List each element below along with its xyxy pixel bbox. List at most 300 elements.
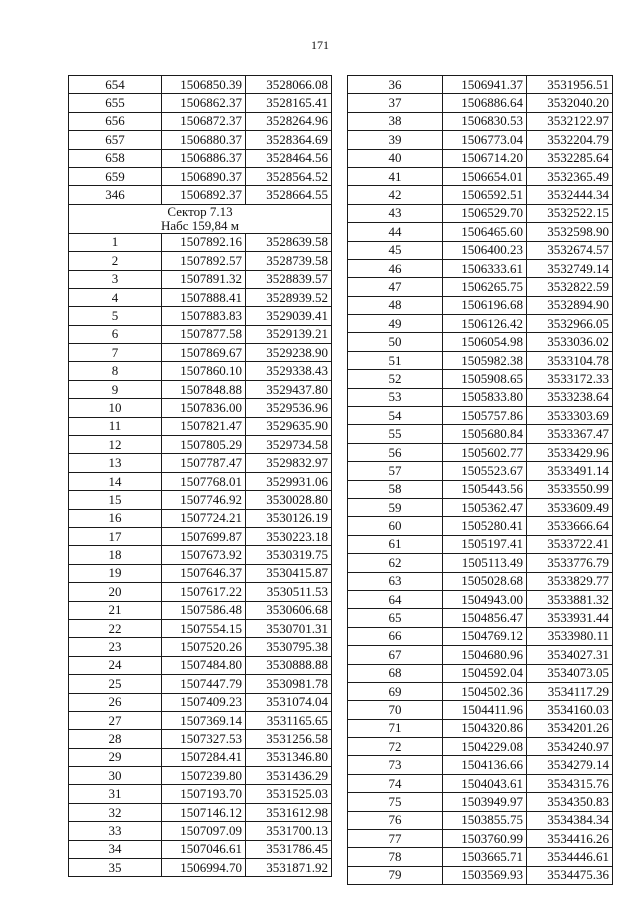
y-coordinate-cell: 3530415.87 bbox=[246, 564, 332, 582]
point-number-cell: 60 bbox=[348, 517, 443, 535]
x-coordinate-cell: 1506529.70 bbox=[443, 204, 527, 222]
x-coordinate-cell: 1507327.53 bbox=[162, 730, 246, 748]
point-number-cell: 8 bbox=[69, 362, 162, 380]
x-coordinate-cell: 1507520.26 bbox=[162, 638, 246, 656]
x-coordinate-cell: 1505280.41 bbox=[443, 517, 527, 535]
point-number-cell: 23 bbox=[69, 638, 162, 656]
point-number-cell: 346 bbox=[69, 186, 162, 204]
point-number-cell: 37 bbox=[348, 94, 443, 112]
table-row bbox=[69, 656, 332, 674]
table-row bbox=[348, 682, 613, 700]
table-row bbox=[69, 840, 332, 858]
x-coordinate-cell: 1507193.70 bbox=[162, 785, 246, 803]
point-number-cell: 36 bbox=[348, 76, 443, 94]
x-coordinate-cell: 1506872.37 bbox=[162, 112, 246, 130]
y-coordinate-cell: 3529338.43 bbox=[246, 362, 332, 380]
point-number-cell: 25 bbox=[69, 675, 162, 693]
x-coordinate-cell: 1503665.71 bbox=[443, 848, 527, 866]
table-row bbox=[348, 738, 613, 756]
point-number-cell: 32 bbox=[69, 803, 162, 821]
y-coordinate-cell: 3533550.99 bbox=[527, 480, 613, 498]
table-row bbox=[69, 94, 332, 112]
table-row bbox=[69, 711, 332, 729]
table-row bbox=[69, 546, 332, 564]
point-number-cell: 6 bbox=[69, 325, 162, 343]
y-coordinate-cell: 3528066.08 bbox=[246, 76, 332, 94]
table-row bbox=[69, 380, 332, 398]
section-header-group bbox=[69, 204, 332, 233]
table-row bbox=[348, 830, 613, 848]
y-coordinate-cell: 3530223.18 bbox=[246, 527, 332, 545]
point-number-cell: 55 bbox=[348, 425, 443, 443]
point-number-cell: 58 bbox=[348, 480, 443, 498]
y-coordinate-cell: 3529832.97 bbox=[246, 454, 332, 472]
x-coordinate-cell: 1507046.61 bbox=[162, 840, 246, 858]
point-number-cell: 70 bbox=[348, 701, 443, 719]
y-coordinate-cell: 3529139.21 bbox=[246, 325, 332, 343]
x-coordinate-cell: 1504856.47 bbox=[443, 609, 527, 627]
y-coordinate-cell: 3528739.58 bbox=[246, 252, 332, 270]
table-row bbox=[69, 131, 332, 149]
y-coordinate-cell: 3534160.03 bbox=[527, 701, 613, 719]
table-row bbox=[348, 315, 613, 333]
table-row bbox=[69, 803, 332, 821]
point-number-cell: 24 bbox=[69, 656, 162, 674]
x-coordinate-cell: 1505908.65 bbox=[443, 370, 527, 388]
y-coordinate-cell: 3530606.68 bbox=[246, 601, 332, 619]
x-coordinate-cell: 1507768.01 bbox=[162, 472, 246, 490]
table-row bbox=[348, 370, 613, 388]
y-coordinate-cell: 3531786.45 bbox=[246, 840, 332, 858]
point-number-cell: 20 bbox=[69, 583, 162, 601]
x-coordinate-cell: 1506941.37 bbox=[443, 76, 527, 94]
table-row bbox=[348, 590, 613, 608]
point-number-cell: 59 bbox=[348, 498, 443, 516]
x-coordinate-cell: 1504411.96 bbox=[443, 701, 527, 719]
y-coordinate-cell: 3533036.02 bbox=[527, 333, 613, 351]
point-number-cell: 35 bbox=[69, 859, 162, 877]
table-row bbox=[69, 822, 332, 840]
x-coordinate-cell: 1506265.75 bbox=[443, 278, 527, 296]
point-number-cell: 28 bbox=[69, 730, 162, 748]
table-row bbox=[69, 675, 332, 693]
table-row bbox=[69, 564, 332, 582]
x-coordinate-cell: 1506054.98 bbox=[443, 333, 527, 351]
point-number-cell: 43 bbox=[348, 204, 443, 222]
y-coordinate-cell: 3534350.83 bbox=[527, 793, 613, 811]
x-coordinate-cell: 1507787.47 bbox=[162, 454, 246, 472]
point-number-cell: 22 bbox=[69, 619, 162, 637]
x-coordinate-cell: 1507877.58 bbox=[162, 325, 246, 343]
x-coordinate-cell: 1505680.84 bbox=[443, 425, 527, 443]
point-number-cell: 654 bbox=[69, 76, 162, 94]
x-coordinate-cell: 1505523.67 bbox=[443, 462, 527, 480]
x-coordinate-cell: 1507805.29 bbox=[162, 436, 246, 454]
y-coordinate-cell: 3534475.36 bbox=[527, 866, 613, 884]
point-number-cell: 49 bbox=[348, 315, 443, 333]
x-coordinate-cell: 1504043.61 bbox=[443, 774, 527, 792]
point-number-cell: 3 bbox=[69, 270, 162, 288]
table-row bbox=[348, 131, 613, 149]
table-row bbox=[348, 407, 613, 425]
point-number-cell: 21 bbox=[69, 601, 162, 619]
table-row bbox=[348, 462, 613, 480]
y-coordinate-cell: 3533931.44 bbox=[527, 609, 613, 627]
point-number-cell: 38 bbox=[348, 112, 443, 130]
table-row bbox=[348, 719, 613, 737]
y-coordinate-cell: 3534279.14 bbox=[527, 756, 613, 774]
x-coordinate-cell: 1505602.77 bbox=[443, 443, 527, 461]
x-coordinate-cell: 1505443.56 bbox=[443, 480, 527, 498]
table-row bbox=[348, 609, 613, 627]
x-coordinate-cell: 1507554.15 bbox=[162, 619, 246, 637]
page-number: 171 bbox=[311, 38, 329, 52]
x-coordinate-cell: 1506333.61 bbox=[443, 259, 527, 277]
point-number-cell: 16 bbox=[69, 509, 162, 527]
point-number-cell: 45 bbox=[348, 241, 443, 259]
point-number-cell: 5 bbox=[69, 307, 162, 325]
y-coordinate-cell: 3532522.15 bbox=[527, 204, 613, 222]
table-row bbox=[348, 278, 613, 296]
point-number-cell: 74 bbox=[348, 774, 443, 792]
table-row bbox=[69, 307, 332, 325]
x-coordinate-cell: 1506465.60 bbox=[443, 223, 527, 241]
y-coordinate-cell: 3532444.34 bbox=[527, 186, 613, 204]
y-coordinate-cell: 3531612.98 bbox=[246, 803, 332, 821]
point-number-cell: 657 bbox=[69, 131, 162, 149]
table-row bbox=[348, 774, 613, 792]
point-number-cell: 72 bbox=[348, 738, 443, 756]
point-number-cell: 658 bbox=[69, 149, 162, 167]
table-row bbox=[348, 167, 613, 185]
point-number-cell: 9 bbox=[69, 380, 162, 398]
y-coordinate-cell: 3529536.96 bbox=[246, 399, 332, 417]
y-coordinate-cell: 3531256.58 bbox=[246, 730, 332, 748]
y-coordinate-cell: 3531074.04 bbox=[246, 693, 332, 711]
y-coordinate-cell: 3530701.31 bbox=[246, 619, 332, 637]
point-number-cell: 33 bbox=[69, 822, 162, 840]
table-row bbox=[69, 76, 332, 94]
x-coordinate-cell: 1506892.37 bbox=[162, 186, 246, 204]
x-coordinate-cell: 1507369.14 bbox=[162, 711, 246, 729]
coordinates-table-right bbox=[347, 75, 613, 885]
table-row bbox=[69, 638, 332, 656]
table-row bbox=[348, 241, 613, 259]
table-row bbox=[69, 454, 332, 472]
table-row bbox=[348, 498, 613, 516]
y-coordinate-cell: 3533980.11 bbox=[527, 627, 613, 645]
x-coordinate-cell: 1503569.93 bbox=[443, 866, 527, 884]
y-coordinate-cell: 3528165.41 bbox=[246, 94, 332, 112]
x-coordinate-cell: 1507646.37 bbox=[162, 564, 246, 582]
point-number-cell: 19 bbox=[69, 564, 162, 582]
point-number-cell: 39 bbox=[348, 131, 443, 149]
table-row bbox=[69, 693, 332, 711]
table-row bbox=[69, 436, 332, 454]
x-coordinate-cell: 1506654.01 bbox=[443, 167, 527, 185]
y-coordinate-cell: 3533303.69 bbox=[527, 407, 613, 425]
point-number-cell: 75 bbox=[348, 793, 443, 811]
table-row bbox=[348, 811, 613, 829]
table-row bbox=[348, 554, 613, 572]
point-number-cell: 40 bbox=[348, 149, 443, 167]
x-coordinate-cell: 1506196.68 bbox=[443, 296, 527, 314]
table-row bbox=[69, 167, 332, 185]
table-row bbox=[69, 344, 332, 362]
table-row bbox=[69, 767, 332, 785]
table-row bbox=[69, 149, 332, 167]
point-number-cell: 53 bbox=[348, 388, 443, 406]
table-row bbox=[348, 756, 613, 774]
point-number-cell: 10 bbox=[69, 399, 162, 417]
x-coordinate-cell: 1507447.79 bbox=[162, 675, 246, 693]
x-coordinate-cell: 1507891.32 bbox=[162, 270, 246, 288]
y-coordinate-cell: 3534201.26 bbox=[527, 719, 613, 737]
table-row bbox=[348, 572, 613, 590]
table-row bbox=[69, 619, 332, 637]
x-coordinate-cell: 1506886.37 bbox=[162, 149, 246, 167]
point-number-cell: 1 bbox=[69, 233, 162, 251]
x-coordinate-cell: 1507673.92 bbox=[162, 546, 246, 564]
table-row bbox=[348, 646, 613, 664]
point-number-cell: 71 bbox=[348, 719, 443, 737]
y-coordinate-cell: 3533881.32 bbox=[527, 590, 613, 608]
table-row bbox=[348, 149, 613, 167]
point-number-cell: 655 bbox=[69, 94, 162, 112]
table-row bbox=[348, 223, 613, 241]
table-row bbox=[69, 417, 332, 435]
y-coordinate-cell: 3532822.59 bbox=[527, 278, 613, 296]
point-number-cell: 11 bbox=[69, 417, 162, 435]
x-coordinate-cell: 1505197.41 bbox=[443, 535, 527, 553]
x-coordinate-cell: 1505757.86 bbox=[443, 407, 527, 425]
x-coordinate-cell: 1504502.36 bbox=[443, 682, 527, 700]
point-number-cell: 64 bbox=[348, 590, 443, 608]
y-coordinate-cell: 3532122.97 bbox=[527, 112, 613, 130]
point-number-cell: 63 bbox=[348, 572, 443, 590]
x-coordinate-cell: 1507892.57 bbox=[162, 252, 246, 270]
section-subtitle: Набс 159,84 м bbox=[160, 217, 240, 233]
x-coordinate-cell: 1505113.49 bbox=[443, 554, 527, 572]
y-coordinate-cell: 3534416.26 bbox=[527, 830, 613, 848]
point-number-cell: 56 bbox=[348, 443, 443, 461]
table-row bbox=[69, 186, 332, 204]
x-coordinate-cell: 1503855.75 bbox=[443, 811, 527, 829]
x-coordinate-cell: 1506862.37 bbox=[162, 94, 246, 112]
x-coordinate-cell: 1506714.20 bbox=[443, 149, 527, 167]
point-number-cell: 51 bbox=[348, 351, 443, 369]
x-coordinate-cell: 1506890.37 bbox=[162, 167, 246, 185]
table-row bbox=[348, 204, 613, 222]
table-row bbox=[348, 388, 613, 406]
point-number-cell: 47 bbox=[348, 278, 443, 296]
y-coordinate-cell: 3530126.19 bbox=[246, 509, 332, 527]
table-row bbox=[348, 664, 613, 682]
x-coordinate-cell: 1507883.83 bbox=[162, 307, 246, 325]
x-coordinate-cell: 1505362.47 bbox=[443, 498, 527, 516]
y-coordinate-cell: 3530319.75 bbox=[246, 546, 332, 564]
y-coordinate-cell: 3529437.80 bbox=[246, 380, 332, 398]
section-title: Сектор 7.13 bbox=[167, 204, 233, 219]
y-coordinate-cell: 3533367.47 bbox=[527, 425, 613, 443]
point-number-cell: 18 bbox=[69, 546, 162, 564]
x-coordinate-cell: 1507284.41 bbox=[162, 748, 246, 766]
x-coordinate-cell: 1506126.42 bbox=[443, 315, 527, 333]
x-coordinate-cell: 1507860.10 bbox=[162, 362, 246, 380]
x-coordinate-cell: 1503760.99 bbox=[443, 830, 527, 848]
y-coordinate-cell: 3532204.79 bbox=[527, 131, 613, 149]
point-number-cell: 57 bbox=[348, 462, 443, 480]
y-coordinate-cell: 3528564.52 bbox=[246, 167, 332, 185]
table-row bbox=[69, 252, 332, 270]
point-number-cell: 69 bbox=[348, 682, 443, 700]
table-row bbox=[69, 362, 332, 380]
section-header bbox=[69, 204, 332, 233]
table-row bbox=[348, 480, 613, 498]
y-coordinate-cell: 3532749.14 bbox=[527, 259, 613, 277]
y-coordinate-cell: 3531525.03 bbox=[246, 785, 332, 803]
y-coordinate-cell: 3533172.33 bbox=[527, 370, 613, 388]
point-number-cell: 26 bbox=[69, 693, 162, 711]
x-coordinate-cell: 1507409.23 bbox=[162, 693, 246, 711]
point-number-cell: 656 bbox=[69, 112, 162, 130]
point-number-cell: 13 bbox=[69, 454, 162, 472]
section-header-row bbox=[69, 204, 332, 233]
y-coordinate-cell: 3531700.13 bbox=[246, 822, 332, 840]
point-number-cell: 29 bbox=[69, 748, 162, 766]
table-row bbox=[69, 325, 332, 343]
table-row bbox=[348, 333, 613, 351]
x-coordinate-cell: 1506880.37 bbox=[162, 131, 246, 149]
point-number-cell: 62 bbox=[348, 554, 443, 572]
x-coordinate-cell: 1507836.00 bbox=[162, 399, 246, 417]
y-coordinate-cell: 3533829.77 bbox=[527, 572, 613, 590]
x-coordinate-cell: 1507699.87 bbox=[162, 527, 246, 545]
y-coordinate-cell: 3528264.96 bbox=[246, 112, 332, 130]
x-coordinate-cell: 1507892.16 bbox=[162, 233, 246, 251]
x-coordinate-cell: 1506886.64 bbox=[443, 94, 527, 112]
x-coordinate-cell: 1506850.39 bbox=[162, 76, 246, 94]
table-row bbox=[69, 270, 332, 288]
x-coordinate-cell: 1507239.80 bbox=[162, 767, 246, 785]
table-row bbox=[69, 601, 332, 619]
y-coordinate-cell: 3532285.64 bbox=[527, 149, 613, 167]
table-row bbox=[348, 793, 613, 811]
y-coordinate-cell: 3532674.57 bbox=[527, 241, 613, 259]
table-row bbox=[348, 425, 613, 443]
x-coordinate-cell: 1507146.12 bbox=[162, 803, 246, 821]
y-coordinate-cell: 3529931.06 bbox=[246, 472, 332, 490]
point-number-cell: 76 bbox=[348, 811, 443, 829]
x-coordinate-cell: 1505833.80 bbox=[443, 388, 527, 406]
x-coordinate-cell: 1504680.96 bbox=[443, 646, 527, 664]
y-coordinate-cell: 3533238.64 bbox=[527, 388, 613, 406]
table-row bbox=[69, 112, 332, 130]
x-coordinate-cell: 1506773.04 bbox=[443, 131, 527, 149]
y-coordinate-cell: 3534384.34 bbox=[527, 811, 613, 829]
table-row bbox=[69, 583, 332, 601]
x-coordinate-cell: 1507097.09 bbox=[162, 822, 246, 840]
point-number-cell: 4 bbox=[69, 288, 162, 306]
table-row bbox=[69, 233, 332, 251]
coordinates-table-left bbox=[68, 75, 332, 877]
y-coordinate-cell: 3531956.51 bbox=[527, 76, 613, 94]
table-row bbox=[69, 288, 332, 306]
table-row bbox=[348, 112, 613, 130]
y-coordinate-cell: 3532598.90 bbox=[527, 223, 613, 241]
point-number-cell: 65 bbox=[348, 609, 443, 627]
y-coordinate-cell: 3534117.29 bbox=[527, 682, 613, 700]
y-coordinate-cell: 3531436.29 bbox=[246, 767, 332, 785]
table-row bbox=[69, 472, 332, 490]
table-row bbox=[348, 701, 613, 719]
y-coordinate-cell: 3529039.41 bbox=[246, 307, 332, 325]
x-coordinate-cell: 1504769.12 bbox=[443, 627, 527, 645]
y-coordinate-cell: 3531346.80 bbox=[246, 748, 332, 766]
point-number-cell: 659 bbox=[69, 167, 162, 185]
point-number-cell: 30 bbox=[69, 767, 162, 785]
y-coordinate-cell: 3531165.65 bbox=[246, 711, 332, 729]
x-coordinate-cell: 1506592.51 bbox=[443, 186, 527, 204]
y-coordinate-cell: 3528839.57 bbox=[246, 270, 332, 288]
x-coordinate-cell: 1507617.22 bbox=[162, 583, 246, 601]
x-coordinate-cell: 1504320.86 bbox=[443, 719, 527, 737]
x-coordinate-cell: 1506400.23 bbox=[443, 241, 527, 259]
y-coordinate-cell: 3532894.90 bbox=[527, 296, 613, 314]
point-number-cell: 61 bbox=[348, 535, 443, 553]
point-number-cell: 41 bbox=[348, 167, 443, 185]
y-coordinate-cell: 3529238.90 bbox=[246, 344, 332, 362]
point-number-cell: 73 bbox=[348, 756, 443, 774]
point-number-cell: 48 bbox=[348, 296, 443, 314]
table-row bbox=[69, 859, 332, 877]
point-number-cell: 42 bbox=[348, 186, 443, 204]
point-number-cell: 52 bbox=[348, 370, 443, 388]
point-number-cell: 34 bbox=[69, 840, 162, 858]
y-coordinate-cell: 3532365.49 bbox=[527, 167, 613, 185]
point-number-cell: 15 bbox=[69, 491, 162, 509]
x-coordinate-cell: 1503949.97 bbox=[443, 793, 527, 811]
y-coordinate-cell: 3532966.05 bbox=[527, 315, 613, 333]
table-row bbox=[348, 94, 613, 112]
x-coordinate-cell: 1507821.47 bbox=[162, 417, 246, 435]
y-coordinate-cell: 3533491.14 bbox=[527, 462, 613, 480]
y-coordinate-cell: 3533104.78 bbox=[527, 351, 613, 369]
table-row bbox=[348, 186, 613, 204]
point-number-cell: 67 bbox=[348, 646, 443, 664]
y-coordinate-cell: 3533776.79 bbox=[527, 554, 613, 572]
point-number-cell: 27 bbox=[69, 711, 162, 729]
y-coordinate-cell: 3530981.78 bbox=[246, 675, 332, 693]
y-coordinate-cell: 3532040.20 bbox=[527, 94, 613, 112]
right-rows bbox=[348, 76, 613, 885]
y-coordinate-cell: 3533666.64 bbox=[527, 517, 613, 535]
x-coordinate-cell: 1504136.66 bbox=[443, 756, 527, 774]
x-coordinate-cell: 1507848.88 bbox=[162, 380, 246, 398]
x-coordinate-cell: 1504229.08 bbox=[443, 738, 527, 756]
table-row bbox=[69, 730, 332, 748]
y-coordinate-cell: 3528464.56 bbox=[246, 149, 332, 167]
table-row bbox=[69, 527, 332, 545]
x-coordinate-cell: 1505028.68 bbox=[443, 572, 527, 590]
x-coordinate-cell: 1504592.04 bbox=[443, 664, 527, 682]
x-coordinate-cell: 1507484.80 bbox=[162, 656, 246, 674]
x-coordinate-cell: 1505982.38 bbox=[443, 351, 527, 369]
y-coordinate-cell: 3534240.97 bbox=[527, 738, 613, 756]
x-coordinate-cell: 1504943.00 bbox=[443, 590, 527, 608]
x-coordinate-cell: 1507586.48 bbox=[162, 601, 246, 619]
point-number-cell: 78 bbox=[348, 848, 443, 866]
